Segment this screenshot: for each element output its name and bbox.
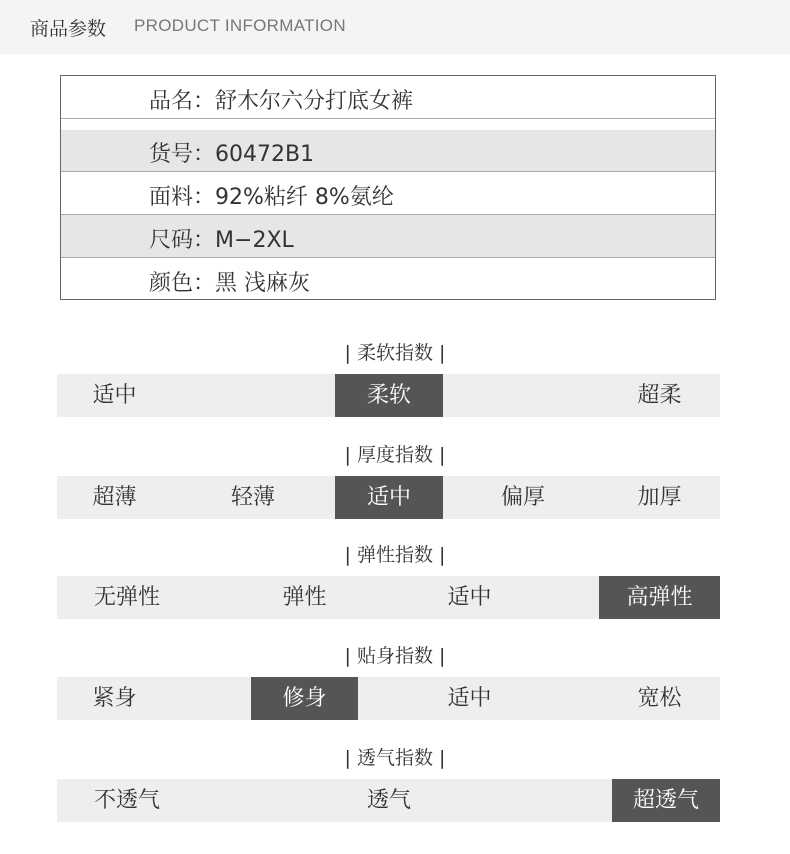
option-thin: 轻薄 [230,485,275,510]
thickness-index-bar [57,476,720,519]
fit-index-bar [57,677,720,720]
info-text: 颜色：黑 浅麻灰 [149,271,311,296]
info-text: 面料：92%粘纤 8%氨纶 [149,185,394,210]
header-bar [0,0,790,54]
elasticity-index-title: | 弹性指数 | [344,544,446,566]
option-super-breathable-selected: 超透气 [612,779,720,822]
header-title-cn: 商品参数 [30,18,107,40]
info-row-name [61,76,715,119]
option-moderate-selected: 适中 [335,476,443,519]
option-high-elasticity-selected: 高弹性 [599,576,720,619]
fit-index-title: | 贴身指数 | [344,645,446,667]
option-soft-selected: 柔软 [335,374,443,417]
option-slim-selected: 修身 [251,677,358,720]
option-thick: 加厚 [637,485,682,510]
info-row-item-number [61,130,715,172]
option-loose: 宽松 [637,686,682,711]
option-ultra-thin: 超薄 [92,485,137,510]
info-text: 品名：舒木尔六分打底女裤 [149,89,414,114]
info-text: 尺码：M−2XL [149,228,294,253]
option-moderate: 适中 [447,686,492,711]
option-elastic: 弹性 [282,585,327,610]
option-slightly-thick: 偏厚 [500,485,545,510]
softness-index-title: | 柔软指数 | [344,342,446,364]
info-text: 货号：60472B1 [149,142,315,167]
option-super-soft: 超柔 [637,383,682,408]
elasticity-index-bar [57,576,720,619]
breathability-index-title: | 透气指数 | [344,747,446,769]
option-moderate: 适中 [447,585,492,610]
info-row-color [61,258,715,299]
product-info-table [60,75,716,300]
info-row-size [61,215,715,258]
option-breathable: 透气 [366,788,411,813]
option-moderate: 适中 [92,383,137,408]
info-row-fabric [61,172,715,215]
header-title-en: PRODUCT INFORMATION [134,16,346,35]
softness-index-bar [57,374,720,417]
breathability-index-bar [57,779,720,822]
option-no-elasticity: 无弹性 [93,585,160,610]
option-not-breathable: 不透气 [93,788,160,813]
option-tight: 紧身 [92,686,137,711]
thickness-index-title: | 厚度指数 | [344,444,446,466]
